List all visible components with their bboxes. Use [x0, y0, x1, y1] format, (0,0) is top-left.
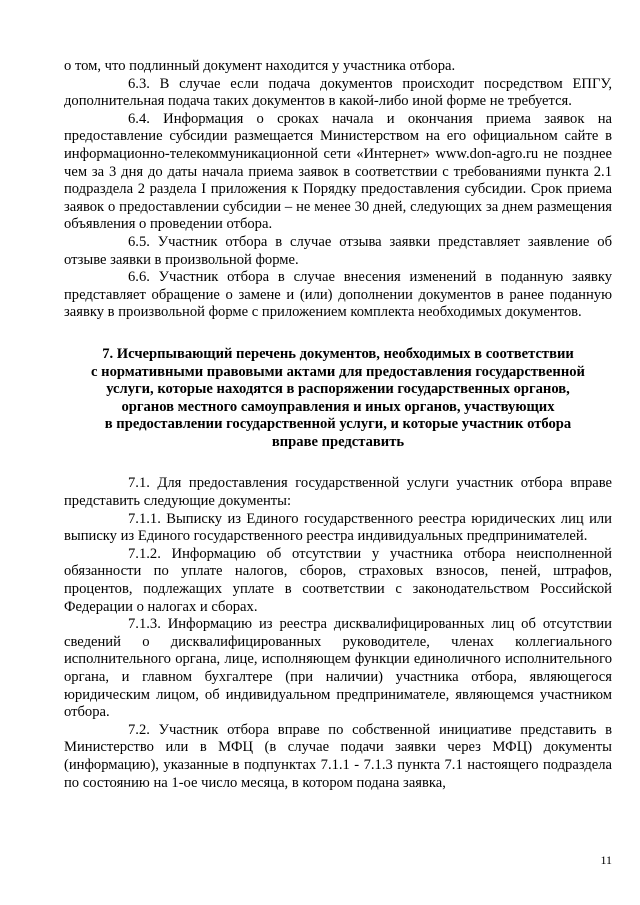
- heading-line: вправе представить: [271, 433, 405, 450]
- page-number: 11: [600, 853, 612, 867]
- paragraph-p6-5: 6.5. Участник отбора в случае отзыва заявки представляет заявление об отзыве заявки в произвольной форме.: [64, 233, 612, 268]
- paragraph-p7-1-2: 7.1.2. Информацию об отсутствии у участника отбора неисполненной обязанности по уплате налогов, сборов, страховых взносов, пеней, штрафов, процентов, подлежащих уплате в соответствии с законодательством Российской Федерации о налогах и сборах.: [64, 545, 612, 615]
- paragraph-p6-3: 6.3. В случае если подача документов происходит посредством ЕПГУ, дополнительная подача таких документов в какой-либо иной форме не требуется.: [64, 75, 612, 110]
- document-body-bottom: [64, 475, 612, 792]
- heading-line: услуги, которые находятся в распоряжении государственных органов,: [106, 381, 570, 398]
- paragraph-p7-1: 7.1. Для предоставления государственной услуги участник отбора вправе представить следующие документы:: [64, 475, 612, 510]
- paragraph-p7-1-1: 7.1.1. Выписку из Единого государственного реестра юридических лиц или выписку из Единого государственного реестра индивидуальных предпринимателей.: [64, 510, 612, 545]
- heading-line: в предоставлении государственной услуги, и которые участник отбора: [104, 416, 572, 433]
- paragraph-p7-2: 7.2. Участник отбора вправе по собственной инициативе представить в Министерство или в МФЦ (в случае подачи заявки через МФЦ) документы (информацию), указанные в подпунктах 7.1.1 - 7.1.3 пункта 7.1 настоящего подраздела по состоянию на 1-ое число месяца, в котором подана заявка,: [64, 721, 612, 791]
- heading-line: 7. Исчерпывающий перечень документов, необходимых в соответствии: [102, 345, 574, 362]
- paragraph-cont: о том, что подлинный документ находится у участника отбора.: [64, 58, 456, 74]
- document-page: [64, 58, 612, 792]
- paragraph-p7-1-3: 7.1.3. Информацию из реестра дисквалифицированных лиц об отсутствии сведений о дисквалифицированных руководителе, членах коллегиального исполнительного органа, лице, исполняющем функции единоличного исполнительного органа, и главном бухгалтере (при наличии) участника отбора, являющегося юридическим лицом, об индивидуальном предпринимателе, являющемся участником отбора.: [64, 616, 612, 721]
- section-heading: [64, 346, 612, 452]
- document-body-top: [64, 58, 612, 322]
- paragraph-p6-4: 6.4. Информация о сроках начала и окончания приема заявок на предоставление субсидии размещается Министерством на его официальном сайте в информационно-телекоммуникационной сети «Интернет» www.don-agro.ru не позднее чем за 3 дня до даты начала приема заявок в соответствии с требованиями пункта 2.1 подраздела 2 раздела I приложения к Порядку предоставления субсидии. Срок приема заявок о предоставлении субсидии – не менее 30 дней, следующих за днем размещения объявления о проведении отбора.: [64, 110, 612, 233]
- heading-line: органов местного самоуправления и иных органов, участвующих: [121, 398, 555, 415]
- paragraph-p6-6: 6.6. Участник отбора в случае внесения изменений в поданную заявку представляет обращение о замене и (или) дополнении документов в ранее поданную заявку в произвольной форме с приложением комплекта необходимых документов.: [64, 269, 612, 321]
- heading-line: с нормативными правовыми актами для предоставления государственной: [91, 363, 585, 380]
